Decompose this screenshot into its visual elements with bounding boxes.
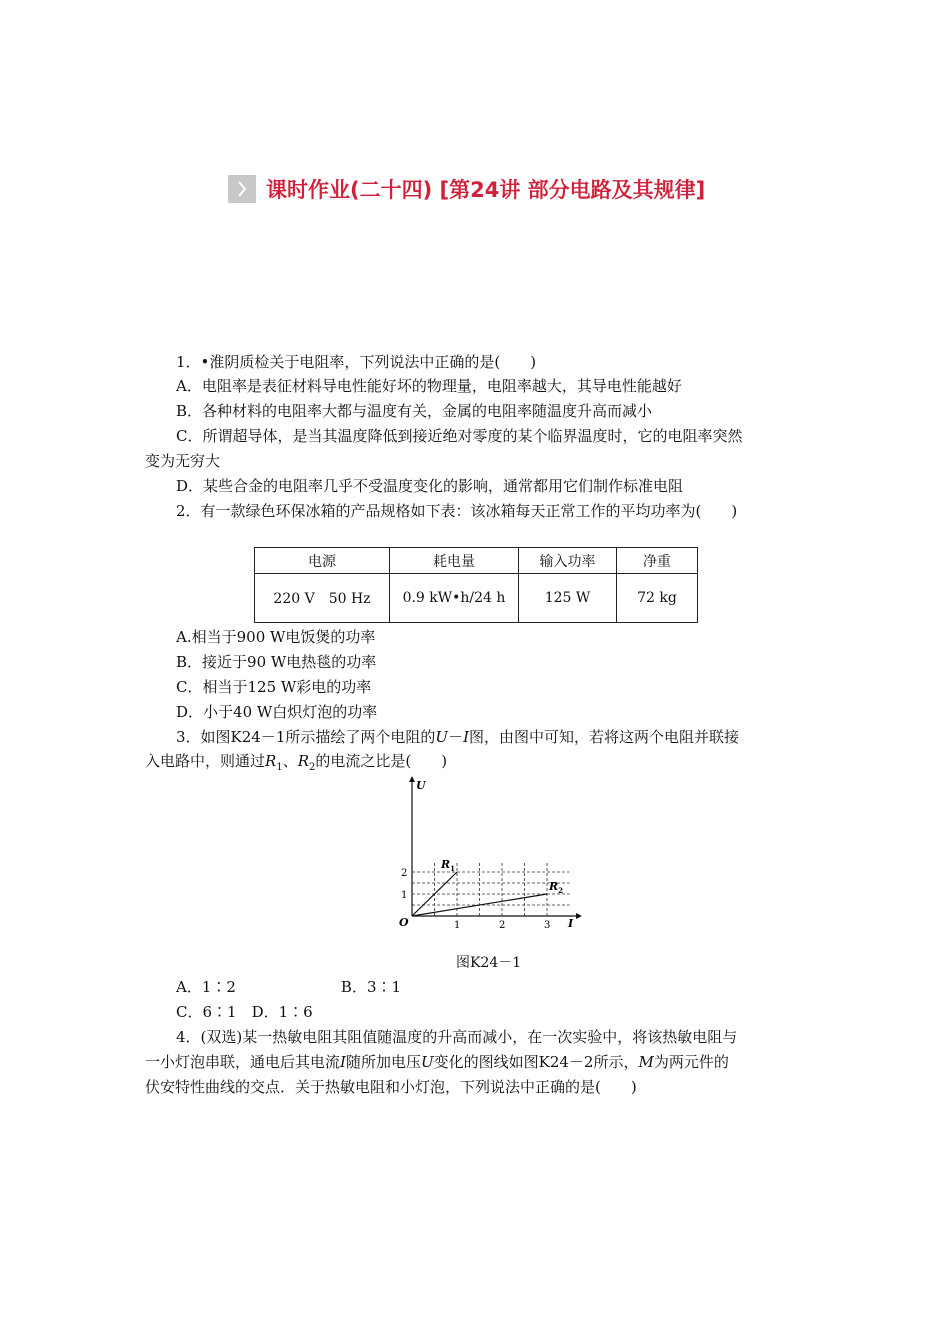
table-cell: 0.9 kW•h/24 h <box>390 574 519 623</box>
series-label-R2: $R_2$ <box>549 880 564 895</box>
q1-option-b: B．各种材料的电阻率大都与温度有关，金属的电阻率随温度升高而减小 <box>176 402 653 420</box>
chart-ticks <box>401 868 550 931</box>
chart-grid <box>412 861 570 916</box>
y-axis-arrow-icon <box>409 776 415 782</box>
table-cell: 72 kg <box>617 574 698 623</box>
table-header: 电源 <box>255 548 390 574</box>
spec-table <box>254 547 698 623</box>
x-axis-arrow-icon <box>576 913 582 919</box>
table-header: 耗电量 <box>390 548 519 574</box>
q1-option-c-cont: 变为无穷大 <box>145 452 221 470</box>
table-row <box>255 574 698 623</box>
q4-line2: 一小灯泡串联，通电后其电流I随所加电压U变化的图线如图K24－2所示，M为两元件的 <box>145 1053 729 1071</box>
q4-line3: 伏安特性曲线的交点．关于热敏电阻和小灯泡，下列说法中正确的是( ) <box>145 1078 637 1096</box>
page-title: 课时作业(二十四) [第24讲 部分电路及其规律] <box>266 178 706 202</box>
q3-options-ab: A．1∶2 B．3∶1 <box>176 978 402 996</box>
page-header <box>228 174 705 204</box>
q1-stem: 1．•淮阴质检关于电阻率，下列说法中正确的是( ) <box>176 353 537 371</box>
q1-option-c: C．所谓超导体，是当其温度降低到接近绝对零度的某个临界温度时，它的电阻率突然 <box>176 427 743 445</box>
origin-label: O <box>399 916 409 929</box>
x-tick-label: 1 <box>454 920 461 931</box>
table-header: 净重 <box>617 548 698 574</box>
y-tick-label: 2 <box>401 868 408 879</box>
q2-option-d: D．小于40 W白炽灯泡的功率 <box>176 703 378 721</box>
series-label-R1: $R_1$ <box>441 858 456 873</box>
table-header-row <box>255 548 698 574</box>
table-header: 输入功率 <box>519 548 617 574</box>
chart-lines <box>412 858 563 916</box>
y-axis-label: U <box>416 779 426 792</box>
q2-option-c: C．相当于125 W彩电的功率 <box>176 678 372 696</box>
table-cell: 220 V 50 Hz <box>255 574 390 623</box>
u-i-chart <box>395 773 590 933</box>
q3-stem-line1: 3．如图K24－1所示描绘了两个电阻的U－I图，由图中可知，若将这两个电阻并联接 <box>176 728 740 746</box>
q3-stem-line2: 入电路中，则通过$R_1$、$R_2$的电流之比是( ) <box>145 752 448 773</box>
q2-option-b: B．接近于90 W电热毯的功率 <box>176 653 377 671</box>
q3-options-cd: C．6∶1 D．1∶6 <box>176 1003 313 1021</box>
x-tick-label: 2 <box>499 920 506 931</box>
q1-option-d: D．某些合金的电阻率几乎不受温度变化的影响，通常都用它们制作标准电阻 <box>176 477 684 495</box>
bookmark-arrow-icon <box>228 175 256 203</box>
q4-line1: 4．(双选)某一热敏电阻其阻值随温度的升高而减小，在一次实验中，将该热敏电阻与 <box>176 1028 738 1046</box>
q2-option-a: A.相当于900 W电饭煲的功率 <box>176 628 376 646</box>
x-axis-label: I <box>568 917 574 930</box>
x-tick-label: 3 <box>544 920 551 931</box>
figure-caption: 图K24－1 <box>456 955 522 971</box>
table-cell: 125 W <box>519 574 617 623</box>
y-tick-label: 1 <box>401 890 408 901</box>
q1-option-a: A．电阻率是表征材料导电性能好坏的物理量，电阻率越大，其导电性能越好 <box>176 377 682 395</box>
q2-stem: 2．有一款绿色环保冰箱的产品规格如下表：该冰箱每天正常工作的平均功率为( ) <box>176 502 738 520</box>
